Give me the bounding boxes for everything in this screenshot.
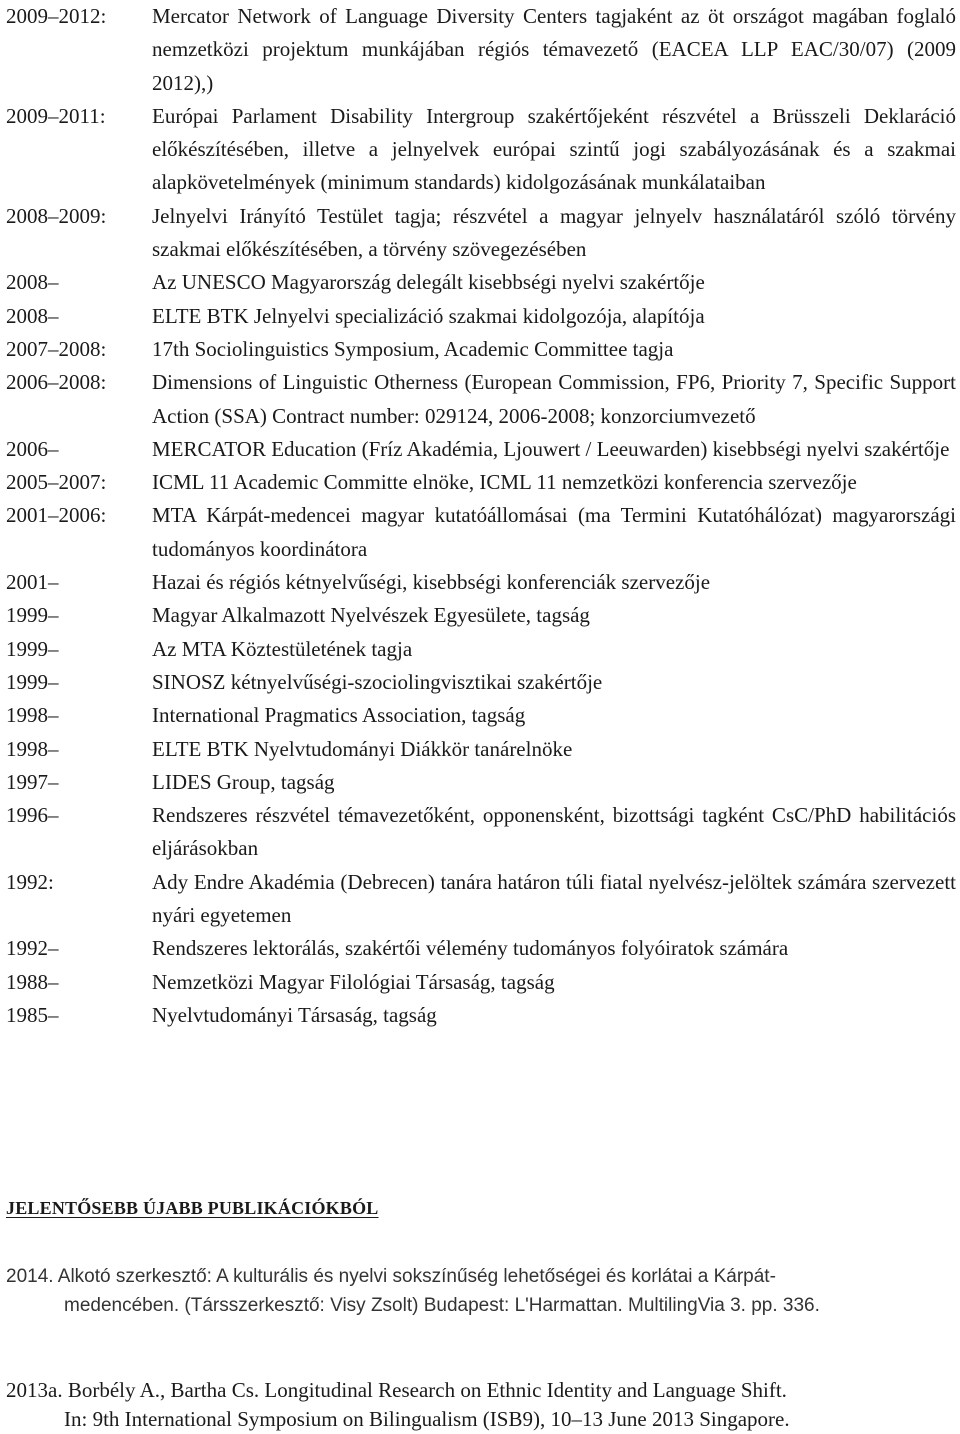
entry-text: ICML 11 Academic Committe elnöke, ICML 11 nemzetközi konferencia szervezője [152, 470, 857, 495]
entry-year: 2008– [6, 303, 59, 328]
entry-year: 2008–2009: [6, 203, 107, 228]
entry-text: 17th Sociolinguistics Symposium, Academic Committee tagja [152, 336, 674, 361]
entry-text: Nemzetközi Magyar Filológiai Társaság, tagság [152, 969, 555, 994]
entry-year: 2001–2006: [6, 503, 107, 528]
cv-entry [6, 932, 956, 965]
cv-entry [6, 633, 956, 666]
entry-year: 2007–2008: [6, 336, 107, 361]
entry-year: 1996– [6, 803, 59, 828]
cv-entry [6, 799, 956, 866]
publication-first-line: 2014. Alkotó szerkesztő: A kulturális és nyelvi sokszínűség lehetőségei és korlátai a Kárpát- [6, 1266, 776, 1287]
entry-year: 1997– [6, 769, 59, 794]
cv-entry [6, 200, 956, 267]
entry-year: 2009–2012: [6, 4, 107, 28]
cv-entry [6, 333, 956, 366]
cv-entry [6, 366, 956, 433]
entry-text: LIDES Group, tagság [152, 769, 335, 794]
entry-year: 2001– [6, 570, 59, 595]
entry-year: 2009–2011: [6, 103, 106, 128]
cv-entry [6, 966, 956, 999]
entry-year: 2008– [6, 270, 59, 295]
entry-text: Nyelvtudományi Társaság, tagság [152, 1002, 437, 1027]
cv-activity-list [6, 0, 956, 1032]
entry-text: Az UNESCO Magyarország delegált kisebbségi nyelvi szakértője [152, 270, 705, 295]
entry-text: ELTE BTK Nyelvtudományi Diákkör tanárelnöke [152, 736, 573, 761]
entry-year: 1985– [6, 1002, 59, 1027]
publication-continuation: medencében. (Társszerkesztő: Visy Zsolt) Budapest: L'Harmattan. MultilingVia 3. pp. 336. [64, 1295, 820, 1316]
cv-entry [6, 866, 956, 933]
entry-text: Európai Parlament Disability Intergroup szakértőjeként részvétel a Brüsszeli Deklaráció előkészítésében, illetve a jelnyelvek európai szintű jogi szabályozásának és a szakmai alapkövetelmények (minimum standards) kidolgozásának munkálataiban [152, 103, 956, 195]
cv-entry [6, 0, 956, 100]
entry-text: SINOSZ kétnyelvűségi-szociolingvisztikai szakértője [152, 669, 603, 694]
entry-text: Az MTA Köztestületének tagja [152, 636, 413, 661]
cv-entry [6, 266, 956, 299]
cv-entry [6, 699, 956, 732]
publication-entry [6, 1262, 956, 1320]
entry-text: Rendszeres részvétel témavezetőként, opponensként, bizottsági tagként CsC/PhD habilitációs eljárásokban [152, 803, 956, 861]
cv-entry [6, 566, 956, 599]
entry-text: Ady Endre Akadémia (Debrecen) tanára határon túli fiatal nyelvész-jelöltek számára szervezett nyári egyetemen [152, 869, 956, 928]
section-heading: JELENTŐSEBB ÚJABB PUBLIKÁCIÓKBÓL [6, 1198, 379, 1218]
entry-text: Dimensions of Linguistic Otherness (European Commission, FP6, Priority 7, Specific Support Action (SSA) Contract number: 029124, 2006-2008; konzorciumvezető [152, 370, 956, 428]
entry-text: Hazai és régiós kétnyelvűségi, kisebbségi konferenciák szervezője [152, 570, 711, 595]
entry-text: Mercator Network of Language Diversity Centers tagjaként az öt országot magában foglaló nemzetközi projektum munkájában régiós témavezető (EACEA LLP EAC/30/07) (2009 2012),) [152, 4, 956, 95]
entry-year: 1998– [6, 703, 59, 728]
entry-text: MERCATOR Education (Fríz Akadémia, Ljouwert / Leeuwarden) kisebbségi nyelvi szakértője [152, 436, 950, 461]
cv-entry [6, 666, 956, 699]
entry-year: 2005–2007: [6, 470, 107, 495]
cv-entry [6, 499, 956, 566]
entry-year: 1992– [6, 936, 59, 961]
entry-year: 1999– [6, 603, 59, 628]
entry-year: 1998– [6, 736, 59, 761]
cv-entry [6, 599, 956, 632]
entry-text: MTA Kárpát-medencei magyar kutatóállomásai (ma Termini Kutatóhálózat) magyarországi tudományos koordinátora [152, 503, 956, 561]
publication-entry [6, 1376, 956, 1434]
cv-entry [6, 466, 956, 499]
entry-year: 1999– [6, 636, 59, 661]
entry-year: 1999– [6, 669, 59, 694]
entry-text: Jelnyelvi Irányító Testület tagja; részvétel a magyar jelnyelv használatáról szóló törvény szakmai előkészítésében, a törvény szövegezésében [152, 203, 956, 262]
cv-entry [6, 733, 956, 766]
cv-entry [6, 300, 956, 333]
publication-first-line: 2013a. Borbély A., Bartha Cs. Longitudinal Research on Ethnic Identity and Language Shift. [6, 1378, 787, 1402]
cv-entry [6, 100, 956, 200]
entry-year: 1988– [6, 969, 59, 994]
cv-entry [6, 999, 956, 1032]
cv-entry [6, 766, 956, 799]
entry-text: ELTE BTK Jelnyelvi specializáció szakmai kidolgozója, alapítója [152, 303, 705, 328]
cv-entry [6, 433, 956, 466]
entry-text: International Pragmatics Association, tagság [152, 703, 526, 728]
entry-year: 2006– [6, 436, 59, 461]
publication-continuation: In: 9th International Symposium on Bilingualism (ISB9), 10–13 June 2013 Singapore. [64, 1407, 790, 1431]
entry-year: 1992: [6, 869, 54, 894]
entry-text: Magyar Alkalmazott Nyelvészek Egyesülete, tagság [152, 603, 590, 628]
entry-year: 2006–2008: [6, 370, 107, 395]
entry-text: Rendszeres lektorálás, szakértői vélemény tudományos folyóiratok számára [152, 936, 789, 961]
